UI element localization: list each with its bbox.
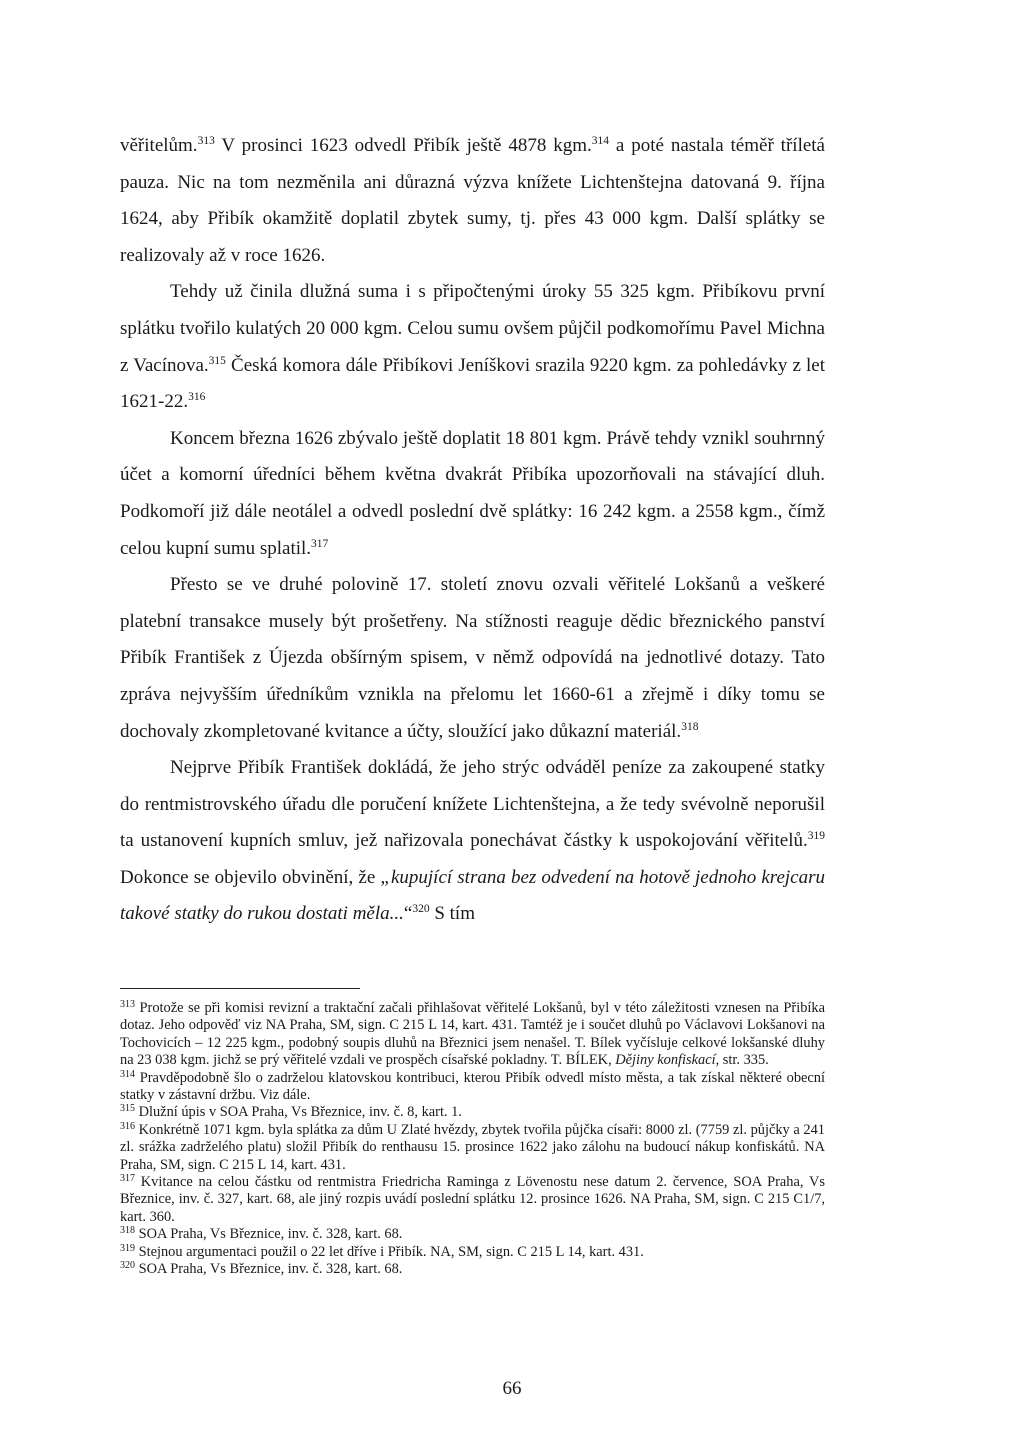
text-run: věřitelům.: [120, 135, 198, 156]
body-paragraph: [120, 274, 825, 420]
footnote: [120, 1174, 825, 1226]
body-text: [120, 128, 825, 933]
footnote: [120, 1261, 825, 1278]
text-run: Dokonce se objevilo obvinění, že: [120, 866, 381, 888]
body-paragraph: [120, 567, 825, 750]
text-run: SOA Praha, Vs Březnice, inv. č. 328, kart. 68.: [135, 1226, 403, 1243]
text-run: Protože se při komisi revizní a traktační začali přihlašovat věřitelé Lokšanů, byl v této záležitosti vznesen na Přibíka dotaz. Jeho odpověď viz NA Praha, SM, sign. C 215 L 14, kart. 431. Tamtéž je i součet dluhů po Václavovi Lokšanovi na Tochovicích – 12 225 kgm., podobný soupis dluhů na Březnici jsem nenašel. T. Bílek vyčísluje celkové lokšanské dluhy na 23 038 kgm. jichž se prý věřitelé vzdali ve prospěch císařské pokladny. T. BÍLEK,: [120, 1000, 825, 1069]
footnote-ref: 314: [120, 1068, 135, 1080]
footnote: [120, 1226, 825, 1243]
footnote-ref: 320: [412, 903, 430, 916]
body-paragraph: [120, 421, 825, 567]
footnote-ref: 313: [120, 999, 135, 1010]
footnote-ref: 318: [120, 1225, 135, 1237]
footnote-ref: 315: [208, 354, 226, 367]
footnote-separator: [120, 988, 360, 989]
footnote-ref: 319: [120, 1242, 135, 1254]
footnote: [120, 1104, 825, 1121]
footnote-ref: 316: [120, 1120, 135, 1132]
text-run: Česká komora dále Přibíkovi Jeníškovi srazila 9220 kgm. za pohledávky z let 1621-22.: [120, 354, 825, 413]
footnote: [120, 1000, 825, 1070]
text-run: Pravděpodobně šlo o zadrželou klatovskou kontribuci, kterou Přibík odvedl místo města, a tak získal některé obecní statky v zástavní držbu. Viz dále.: [120, 1069, 825, 1104]
footnote-ref: 314: [591, 135, 610, 147]
footnote: [120, 1244, 825, 1261]
quoted-text: „kupující strana bez odvedení na hotově jednoho krejcaru takové statky do rukou dostati měla...: [120, 866, 825, 925]
body-paragraph: [120, 750, 825, 933]
body-paragraph: [120, 128, 825, 274]
text-run: S tím: [429, 903, 475, 925]
quoted-text: Dějiny konfiskací: [615, 1052, 716, 1069]
footnote-ref: 319: [807, 830, 825, 843]
text-run: a poté nastala téměř tříletá pauza. Nic na tom nezměnila ani důrazná výzva knížete Lichtenštejna datovaná 9. října 1624, aby Přibík okamžitě doplatil zbytek sumy, tj. přes 43 000 kgm. Další splátky se realizovaly až v roce 1626.: [120, 135, 825, 266]
footnote-ref: 313: [197, 135, 215, 147]
footnote: [120, 1122, 825, 1174]
footnotes: [120, 1000, 825, 1279]
text-run: Přesto se ve druhé polovině 17. století znovu ozvali věřitelé Lokšanů a veškeré platební transakce musely být prošetřeny. Na stížnosti reaguje dědic březnického panství Přibík František z Újezda obšírným spisem, v němž odpovídá na jednotlivé dotazy. Tato zpráva nejvyšším úředníkům vznikla na přelomu let 1660-61 a zřejmě i díky tomu se dochovaly zkompletované kvitance a účty, sloužící jako důkazní materiál.: [120, 574, 825, 742]
text-run: Koncem března 1626 zbývalo ještě doplatit 18 801 kgm. Právě tehdy vznikl souhrnný účet a komorní úředníci během května dvakrát Přibíka upozorňovali na stávající dluh. Podkomoří již dále neotálel a odvedl poslední dvě splátky: 16 242 kgm. a 2558 kgm., čímž celou kupní sumu splatil.: [120, 427, 825, 559]
footnote-ref: 318: [681, 720, 699, 733]
text-run: V prosinci 1623 odvedl Přibík ještě 4878 kgm.: [214, 135, 592, 156]
text-run: Nejprve Přibík František dokládá, že jeho strýc odváděl peníze za zakoupené statky do rentmistrovského úřadu dle poručení knížete Lichtenštejna, a že tedy svévolně neporušil ta ustanovení kupních smluv, jež nařizovala ponechávat částky k uspokojování věřitelů.: [120, 757, 825, 852]
footnote-ref: 315: [120, 1103, 135, 1115]
footnote-ref: 316: [188, 391, 206, 404]
text-run: SOA Praha, Vs Březnice, inv. č. 328, kart. 68.: [135, 1261, 403, 1278]
text-run: , str. 335.: [715, 1052, 769, 1069]
text-run: Kvitance na celou částku od rentmistra Friedricha Raminga z Lövenostu nese datum 2. července, SOA Praha, Vs Březnice, inv. č. 327, kart. 68, ale jiný rozpis uvádí poslední splátku 12. prosince 1626. NA Praha, SM, sign. C 215 C1/7, kart. 360.: [120, 1174, 825, 1225]
text-run: Tehdy už činila dlužná suma i s připočtenými úroky 55 325 kgm. Přibíkovu první splátku tvořilo kulatých 20 000 kgm. Celou sumu ovšem půjčil podkomořímu Pavel Michna z Vacínova.: [120, 281, 825, 376]
footnote-ref: 317: [120, 1173, 135, 1185]
text-run: Konkrétně 1071 kgm. byla splátka za dům U Zlaté hvězdy, zbytek tvořila půjčka císaři: 8000 zl. (7759 zl. půjčky a 241 zl. srážka zadrželého platu) složil Přibík do renthausu 15. prosince 1622 jako zálohu na budoucí nákup konfiskátů. NA Praha, SM, sign. C 215 L 14, kart. 431.: [120, 1121, 825, 1173]
text-run: “: [403, 903, 413, 925]
text-run: Dlužní úpis v SOA Praha, Vs Březnice, inv. č. 8, kart. 1.: [135, 1104, 462, 1121]
footnote-ref: 317: [311, 537, 329, 550]
footnote: [120, 1070, 825, 1105]
text-run: Stejnou argumentaci použil o 22 let dříve i Přibík. NA, SM, sign. C 215 L 14, kart. 431.: [135, 1243, 644, 1260]
footnote-ref: 320: [120, 1260, 135, 1272]
page-number: 66: [502, 1378, 522, 1399]
